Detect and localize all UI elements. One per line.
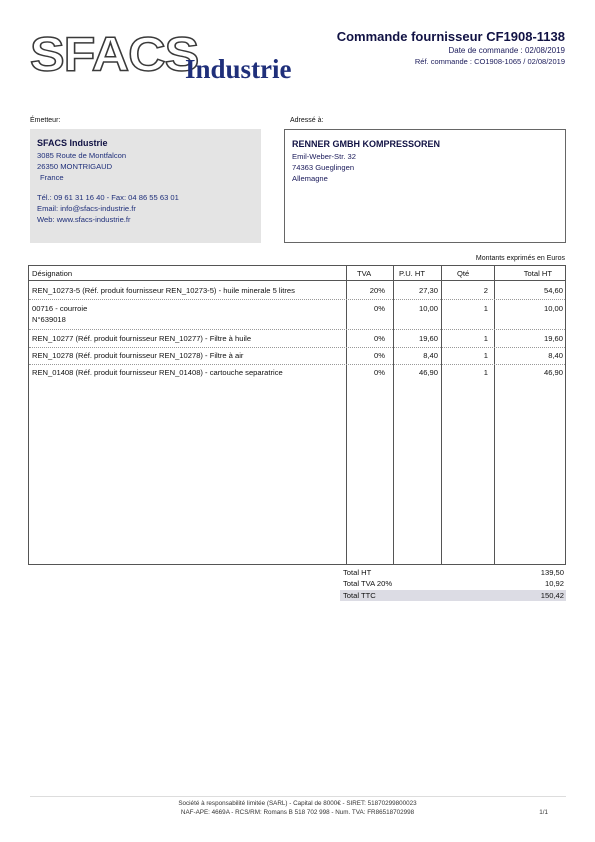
total-ht-value: 139,50 [540,568,564,577]
sender-block [30,129,261,243]
total-ht-row [340,567,566,578]
order-lines-table [28,265,566,565]
table-row [29,299,565,330]
table-row [29,364,565,384]
row-designation-detail: N°639018 [32,315,66,324]
footer-registration-line: NAF-APE: 4669A - RCS/RM: Romans B 518 702 998 - Num. TVA: FR86518702998 [180,809,415,816]
row-designation: REN_10273-5 (Réf. produit fournisseur REN_10273-5) - huile minerale 5 litres [32,286,295,295]
footer-divider [30,796,566,797]
recipient-label: Adressé à: [290,117,324,124]
row-tva: 0% [374,334,385,343]
sender-web: Web: www.sfacs-industrie.fr [37,215,131,224]
recipient-name: RENNER GMBH KOMPRESSOREN [292,139,441,149]
row-pu: 46,90 [418,368,438,377]
header-total: Total HT [523,269,552,278]
row-qty: 1 [483,304,488,313]
row-tva: 0% [374,304,385,313]
sender-phone: Tél.: 09 61 31 16 40 - Fax: 04 86 55 63 01 [37,193,179,202]
total-ttc-label: Total TTC [343,591,376,600]
row-designation: REN_10278 (Réf. produit fournisseur REN_10278) - Filtre à air [32,351,244,360]
total-tva-label: Total TVA 20% [343,579,393,588]
header-pu: P.U. HT [399,269,426,278]
row-pu: 19,60 [418,334,438,343]
sender-name: SFACS Industrie [37,138,108,148]
total-tva-row [340,578,566,589]
order-date: Date de commande : 02/08/2019 [448,46,565,55]
row-pu: 27,30 [418,286,438,295]
total-ttc-row [340,590,566,601]
row-designation: 00716 - courroie [32,304,88,313]
row-qty: 1 [483,351,488,360]
recipient-block [284,129,566,243]
row-total: 19,60 [543,334,563,343]
recipient-address-line: Allemagne [292,174,328,183]
row-qty: 1 [483,368,488,377]
recipient-address-line: 74363 Gueglingen [292,163,355,172]
row-qty: 1 [483,334,488,343]
row-tva: 0% [374,368,385,377]
row-total: 10,00 [543,304,563,313]
table-row [29,329,565,348]
page-number: 1/1 [539,809,548,816]
total-ht-label: Total HT [343,568,372,577]
row-qty: 2 [483,286,488,295]
header-designation: Désignation [32,269,73,278]
table-row [29,280,565,300]
logo-brand-text: SFACS [30,28,199,82]
sender-address-line: 26350 MONTRIGAUD [37,162,113,171]
row-total: 54,60 [543,286,563,295]
row-tva: 0% [374,351,385,360]
order-reference: Réf. commande : CO1908-1065 / 02/08/2019 [414,57,565,66]
currency-note: Montants exprimés en Euros [475,255,565,262]
table-row [29,347,565,365]
row-tva: 20% [369,286,385,295]
total-tva-value: 10,92 [544,579,564,588]
sender-address-line: 3085 Route de Montfalcon [37,151,127,160]
sender-email: Email: info@sfacs-industrie.fr [37,204,136,213]
row-total: 8,40 [548,351,563,360]
footer-legal-line: Société à responsabilité limitée (SARL) - Capital de 8000€ - SIRET: 51870299800023 [178,800,417,807]
header-tva: TVA [357,269,372,278]
logo-sub-text: Industrie [185,54,292,84]
sender-address-line: France [40,173,64,182]
row-pu: 10,00 [418,304,438,313]
document-title: Commande fournisseur CF1908-1138 [336,29,565,44]
row-pu: 8,40 [423,351,438,360]
row-designation: REN_10277 (Réf. produit fournisseur REN_10277) - Filtre à huile [32,334,252,343]
total-ttc-value: 150,42 [540,591,564,600]
recipient-address-line: Emil-Weber-Str. 32 [292,152,357,161]
table-header [29,266,565,281]
sender-label: Émetteur: [30,117,61,124]
header-qty: Qté [457,269,470,278]
row-designation: REN_01408 (Réf. produit fournisseur REN_01408) - cartouche separatrice [32,368,283,377]
row-total: 46,90 [543,368,563,377]
company-logo [30,28,312,84]
